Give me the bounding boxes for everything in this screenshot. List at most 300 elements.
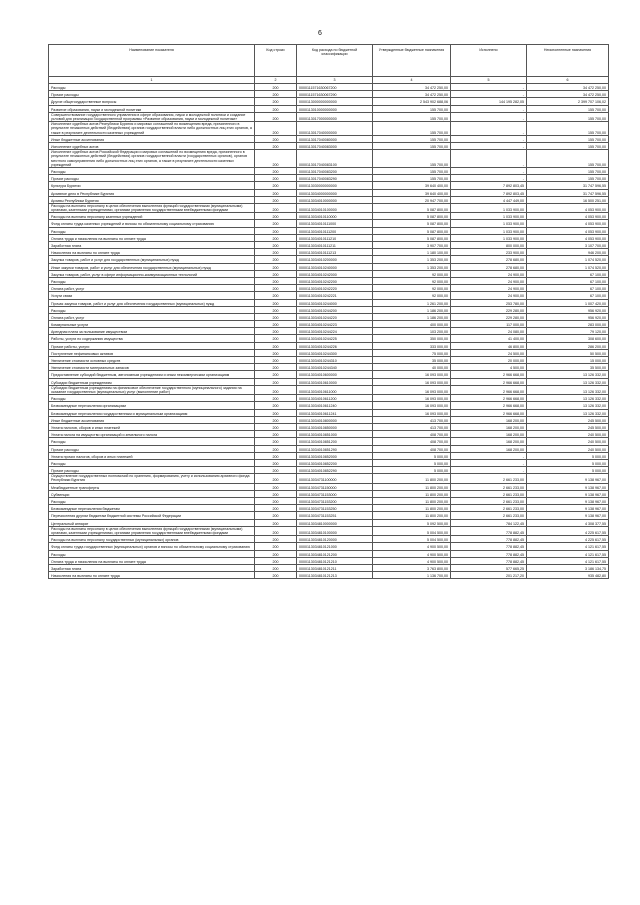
- row-unexecuted: 155 700,00: [527, 135, 609, 142]
- table-row: [49, 378, 609, 385]
- row-expense-code: 0000113034010851290: [297, 445, 373, 452]
- row-executed: 4 500,00: [451, 364, 527, 371]
- row-unexecuted: 155 700,00: [527, 142, 609, 149]
- table-row: [49, 227, 609, 234]
- row-line-code: 200: [255, 536, 297, 543]
- row-indicator-name: Архивное дело в Республике Бурятия: [49, 189, 255, 196]
- row-approved: 155 700,00: [373, 105, 451, 112]
- row-executed: 168 200,00: [451, 445, 527, 452]
- row-indicator-name: Уплата налогов, сборов и иных платежей: [49, 423, 255, 430]
- table-row: [49, 505, 609, 512]
- row-expense-code: 0000113034010111211: [297, 242, 373, 249]
- row-approved: 5 004 500,00: [373, 526, 451, 535]
- row-line-code: 200: [255, 459, 297, 466]
- table-row: [49, 142, 609, 149]
- row-unexecuted: 155 700,00: [527, 175, 609, 182]
- row-expense-code: 0000113034010244226: [297, 342, 373, 349]
- row-expense-code: 0000113034010800000: [297, 416, 373, 423]
- row-expense-code: 0000113034010611000: [297, 385, 373, 394]
- row-expense-code: 0000113034010242200: [297, 277, 373, 284]
- table-row: [49, 175, 609, 182]
- row-unexecuted: 9 138 967,00: [527, 474, 609, 483]
- row-line-code: 200: [255, 321, 297, 328]
- row-executed: -: [451, 175, 527, 182]
- row-line-code: 200: [255, 203, 297, 212]
- row-unexecuted: 13 126 332,00: [527, 371, 609, 378]
- table-row: [49, 364, 609, 371]
- row-expense-code: 0000113034010244000: [297, 299, 373, 306]
- row-line-code: 200: [255, 431, 297, 438]
- row-indicator-name: Увеличение стоимости основных средств: [49, 357, 255, 364]
- row-line-code: 200: [255, 249, 297, 256]
- row-executed: 24 500,00: [451, 349, 527, 356]
- row-approved: 1 186 200,00: [373, 306, 451, 313]
- row-approved: 16 093 000,00: [373, 371, 451, 378]
- row-unexecuted: 155 700,00: [527, 150, 609, 168]
- row-indicator-name: Безвозмездные перечисления бюджетам: [49, 505, 255, 512]
- table-row: [49, 402, 609, 409]
- row-approved: 11 800 200,00: [373, 505, 451, 512]
- row-approved: 16 093 000,00: [373, 409, 451, 416]
- row-expense-code: 0000113034810121213: [297, 572, 373, 579]
- row-expense-code: 0000113034010100000: [297, 203, 373, 212]
- table-row: [49, 459, 609, 466]
- table-row: [49, 256, 609, 263]
- row-line-code: 200: [255, 438, 297, 445]
- row-executed: 24 900,00: [451, 270, 527, 277]
- row-expense-code: 0000111571630067200: [297, 84, 373, 91]
- row-executed: -: [451, 112, 527, 121]
- row-expense-code: 0000113034810121000: [297, 543, 373, 550]
- row-expense-code: 0000113034010850000: [297, 423, 373, 430]
- row-unexecuted: 16 500 251,00: [527, 196, 609, 203]
- row-line-code: 200: [255, 263, 297, 270]
- row-line-code: 200: [255, 285, 297, 292]
- row-executed: 41 400,00: [451, 335, 527, 342]
- row-approved: 103 200,00: [373, 328, 451, 335]
- row-approved: 16 093 000,00: [373, 385, 451, 394]
- table-row: [49, 536, 609, 543]
- row-approved: 39 640 400,00: [373, 182, 451, 189]
- row-executed: -: [451, 142, 527, 149]
- row-approved: 333 000,00: [373, 342, 451, 349]
- row-line-code: 200: [255, 112, 297, 121]
- row-line-code: 200: [255, 150, 297, 168]
- row-approved: 155 700,00: [373, 167, 451, 174]
- row-unexecuted: 935 482,80: [527, 572, 609, 579]
- row-line-code: 200: [255, 227, 297, 234]
- row-executed: 168 200,00: [451, 431, 527, 438]
- row-unexecuted: 4 308 377,55: [527, 519, 609, 526]
- row-indicator-name: Расходы на выплаты персоналу в целях обеспечения выполнения функций государственными (муниципальными) органами, казенными учреждениями, органами управления государственными внебюджетными фондами: [49, 526, 255, 535]
- row-unexecuted: 4 053 900,00: [527, 213, 609, 220]
- row-unexecuted: 5 000,00: [527, 452, 609, 459]
- row-executed: 2 966 668,00: [451, 385, 527, 394]
- row-approved: 1 136 700,00: [373, 572, 451, 579]
- row-unexecuted: 240 500,00: [527, 438, 609, 445]
- row-unexecuted: 245 500,00: [527, 423, 609, 430]
- row-executed: 278 680,00: [451, 256, 527, 263]
- row-expense-code: 0000113034810121211: [297, 564, 373, 571]
- row-expense-code: 0000113017040080000: [297, 135, 373, 142]
- row-expense-code: 0000113034010111210: [297, 234, 373, 241]
- table-row: [49, 234, 609, 241]
- row-expense-code: 0000113034010600000: [297, 371, 373, 378]
- row-approved: 4 900 500,00: [373, 550, 451, 557]
- row-indicator-name: Расходы: [49, 84, 255, 91]
- row-indicator-name: Расходы: [49, 395, 255, 402]
- column-number: 5: [451, 77, 527, 84]
- table-row: [49, 135, 609, 142]
- row-indicator-name: Совершенствование государственного управления в сфере образования, науки и молодежной политики и создание условий для реализации Государственной программы «Развитие образования, науки и молодежной политики»: [49, 112, 255, 121]
- row-line-code: 200: [255, 349, 297, 356]
- row-line-code: 200: [255, 385, 297, 394]
- row-line-code: 200: [255, 357, 297, 364]
- row-expense-code: 0000113034010111000: [297, 220, 373, 227]
- row-expense-code: 0000113034010110000: [297, 213, 373, 220]
- header-unexecuted: Неисполненные назначения: [527, 45, 609, 77]
- row-indicator-name: Архивы Республики Бурятия: [49, 196, 255, 203]
- row-indicator-name: Расходы: [49, 438, 255, 445]
- row-approved: 408 700,00: [373, 431, 451, 438]
- header-expense-code: Код расхода по бюджетной классификации: [297, 45, 373, 77]
- row-indicator-name: Расходы: [49, 306, 255, 313]
- table-row: [49, 543, 609, 550]
- row-unexecuted: 2 399 707 106,02: [527, 98, 609, 105]
- row-line-code: 200: [255, 416, 297, 423]
- row-executed: 1 033 900,00: [451, 213, 527, 220]
- row-line-code: 200: [255, 182, 297, 189]
- row-approved: 11 800 200,00: [373, 498, 451, 505]
- row-indicator-name: Закупка товаров, работ, услуг в сфере информационно-коммуникационных технологий: [49, 270, 255, 277]
- row-approved: 34 472 250,00: [373, 91, 451, 98]
- row-expense-code: 0000113034010242221: [297, 292, 373, 299]
- table-row: [49, 196, 609, 203]
- row-line-code: 200: [255, 467, 297, 474]
- row-executed: 1 033 900,00: [451, 220, 527, 227]
- row-executed: 1 033 900,00: [451, 203, 527, 212]
- row-executed: 2 661 233,00: [451, 498, 527, 505]
- table-row: [49, 490, 609, 497]
- column-number-row: [49, 77, 609, 84]
- table-row: [49, 292, 609, 299]
- row-executed: 1 033 900,00: [451, 234, 527, 241]
- row-expense-code: 0000113034000000000: [297, 189, 373, 196]
- row-line-code: 200: [255, 512, 297, 519]
- table-row: [49, 313, 609, 320]
- row-unexecuted: 245 500,00: [527, 416, 609, 423]
- row-unexecuted: 946 200,00: [527, 249, 609, 256]
- row-executed: 2 966 668,00: [451, 395, 527, 402]
- row-executed: 168 200,00: [451, 416, 527, 423]
- row-expense-code: 0000113034010611200: [297, 395, 373, 402]
- row-approved: 11 800 200,00: [373, 474, 451, 483]
- table-row: [49, 409, 609, 416]
- row-indicator-name: Расходы: [49, 167, 255, 174]
- row-executed: 278 680,00: [451, 263, 527, 270]
- row-expense-code: 0000113017040083100: [297, 150, 373, 168]
- table-row: [49, 189, 609, 196]
- row-approved: 5 087 800,00: [373, 213, 451, 220]
- row-approved: 155 700,00: [373, 175, 451, 182]
- row-executed: -: [451, 150, 527, 168]
- row-unexecuted: 1 074 520,00: [527, 256, 609, 263]
- table-row: [49, 445, 609, 452]
- row-line-code: 200: [255, 483, 297, 490]
- row-approved: 350 000,00: [373, 335, 451, 342]
- table-row: [49, 84, 609, 91]
- row-approved: 413 700,00: [373, 416, 451, 423]
- row-unexecuted: 4 053 900,00: [527, 203, 609, 212]
- row-executed: 229 280,00: [451, 313, 527, 320]
- row-unexecuted: 13 126 332,00: [527, 385, 609, 394]
- table-header-row: [49, 45, 609, 77]
- row-indicator-name: Начисления на выплаты по оплате труда: [49, 572, 255, 579]
- row-unexecuted: 308 600,00: [527, 335, 609, 342]
- row-approved: 34 472 250,00: [373, 84, 451, 91]
- column-number: 1: [49, 77, 255, 84]
- row-indicator-name: Фонд оплаты труда казенных учреждений и взносы по обязательному социальному страхованию: [49, 220, 255, 227]
- table-row: [49, 321, 609, 328]
- row-unexecuted: 31 747 596,55: [527, 189, 609, 196]
- row-executed: 2 661 233,00: [451, 512, 527, 519]
- row-approved: 5 087 800,00: [373, 227, 451, 234]
- row-approved: 92 000,00: [373, 285, 451, 292]
- row-indicator-name: Иные закупки товаров, работ и услуг для обеспечения государственных (муниципальных) нужд: [49, 263, 255, 270]
- row-expense-code: 0000113034731150000: [297, 483, 373, 490]
- table-row: [49, 182, 609, 189]
- row-unexecuted: 79 120,00: [527, 328, 609, 335]
- budget-execution-table: [48, 44, 609, 579]
- row-expense-code: 0000113017040000000: [297, 122, 373, 136]
- row-executed: 778 882,45: [451, 536, 527, 543]
- row-line-code: 200: [255, 292, 297, 299]
- table-row: [49, 203, 609, 212]
- row-line-code: 200: [255, 378, 297, 385]
- row-executed: 778 882,45: [451, 557, 527, 564]
- row-executed: -: [451, 135, 527, 142]
- table-row: [49, 263, 609, 270]
- table-row: [49, 342, 609, 349]
- row-line-code: 200: [255, 342, 297, 349]
- row-indicator-name: Межбюджетные трансферты: [49, 483, 255, 490]
- row-line-code: 200: [255, 572, 297, 579]
- table-row: [49, 105, 609, 112]
- row-indicator-name: Иные бюджетные ассигнования: [49, 416, 255, 423]
- row-unexecuted: 13 126 332,00: [527, 409, 609, 416]
- row-executed: 2 661 233,00: [451, 483, 527, 490]
- row-line-code: 200: [255, 557, 297, 564]
- row-expense-code: 0000113034731100000: [297, 474, 373, 483]
- row-indicator-name: Расходы: [49, 227, 255, 234]
- row-line-code: 200: [255, 452, 297, 459]
- row-indicator-name: Заработная плата: [49, 242, 255, 249]
- row-expense-code: 0000113034010610000: [297, 378, 373, 385]
- row-unexecuted: 13 126 332,00: [527, 378, 609, 385]
- row-expense-code: 0000113017040083200: [297, 167, 373, 174]
- row-unexecuted: 67 100,00: [527, 292, 609, 299]
- row-line-code: 200: [255, 167, 297, 174]
- table-row: [49, 349, 609, 356]
- row-line-code: 200: [255, 242, 297, 249]
- row-unexecuted: 155 700,00: [527, 122, 609, 136]
- row-indicator-name: Арендная плата за пользование имуществом: [49, 328, 255, 335]
- table-row: [49, 557, 609, 564]
- table-row: [49, 416, 609, 423]
- row-expense-code: 0000113034010851200: [297, 438, 373, 445]
- row-indicator-name: Прочие расходы: [49, 175, 255, 182]
- table-row: [49, 167, 609, 174]
- row-expense-code: 0000113017040083290: [297, 175, 373, 182]
- row-indicator-name: Прочие расходы: [49, 467, 255, 474]
- row-approved: 5 000,00: [373, 459, 451, 466]
- row-line-code: 200: [255, 328, 297, 335]
- row-unexecuted: 956 920,00: [527, 306, 609, 313]
- row-executed: 778 882,45: [451, 543, 527, 550]
- row-indicator-name: Исполнение судебных актов Республики Бурятия и мировых соглашений по возмещению вреда, причиненного в результате незаконных действий (бездействия) органов государственной власти либо должностных лиц этих органов, а также в результате деятельности казенных учреждений: [49, 122, 255, 136]
- table-row: [49, 512, 609, 519]
- row-expense-code: 0000113034810121210: [297, 557, 373, 564]
- row-approved: 408 700,00: [373, 445, 451, 452]
- row-approved: 155 700,00: [373, 135, 451, 142]
- row-approved: 11 800 200,00: [373, 490, 451, 497]
- row-approved: 1 180 100,00: [373, 249, 451, 256]
- row-unexecuted: 956 920,00: [527, 313, 609, 320]
- row-indicator-name: Субсидии бюджетным учреждениям на финансовое обеспечение государственного (муниципального) задания на оказание государственных (муниципальных) услуг (выполнение работ): [49, 385, 255, 394]
- table-row: [49, 474, 609, 483]
- row-indicator-name: Прочие работы, услуги: [49, 342, 255, 349]
- row-unexecuted: 155 700,00: [527, 167, 609, 174]
- table-row: [49, 213, 609, 220]
- row-line-code: 200: [255, 371, 297, 378]
- row-executed: 2 661 233,00: [451, 490, 527, 497]
- row-unexecuted: 13 126 332,00: [527, 395, 609, 402]
- row-indicator-name: Субвенции: [49, 490, 255, 497]
- row-indicator-name: Начисления на выплаты по оплате труда: [49, 249, 255, 256]
- row-unexecuted: 4 121 617,55: [527, 557, 609, 564]
- row-executed: 24 900,00: [451, 285, 527, 292]
- table-row: [49, 572, 609, 579]
- row-indicator-name: Перечисления другим бюджетам бюджетной системы Российской Федерации: [49, 512, 255, 519]
- row-approved: 16 093 000,00: [373, 395, 451, 402]
- row-executed: -: [451, 84, 527, 91]
- table-row: [49, 270, 609, 277]
- row-executed: -: [451, 452, 527, 459]
- row-expense-code: 0000113017000000000: [297, 112, 373, 121]
- row-unexecuted: 67 100,00: [527, 285, 609, 292]
- row-line-code: 200: [255, 409, 297, 416]
- table-row: [49, 395, 609, 402]
- table-body: [49, 84, 609, 579]
- row-unexecuted: 4 053 900,00: [527, 220, 609, 227]
- row-approved: 155 700,00: [373, 122, 451, 136]
- table-row: [49, 467, 609, 474]
- row-unexecuted: 240 500,00: [527, 431, 609, 438]
- table-row: [49, 242, 609, 249]
- row-approved: 5 000,00: [373, 452, 451, 459]
- row-approved: 1 261 200,00: [373, 299, 451, 306]
- row-approved: 400 000,00: [373, 321, 451, 328]
- row-unexecuted: 9 138 967,00: [527, 505, 609, 512]
- row-expense-code: 0000113034810100000: [297, 526, 373, 535]
- table-row: [49, 220, 609, 227]
- row-unexecuted: 3 186 134,75: [527, 564, 609, 571]
- table-row: [49, 98, 609, 105]
- row-unexecuted: 9 138 967,00: [527, 490, 609, 497]
- column-number: 3: [297, 77, 373, 84]
- row-executed: 2 966 668,00: [451, 371, 527, 378]
- row-approved: 35 000,00: [373, 357, 451, 364]
- row-indicator-name: Расходы: [49, 550, 255, 557]
- row-expense-code: 0000113034010244223: [297, 321, 373, 328]
- row-expense-code: 0000113034010244225: [297, 335, 373, 342]
- row-approved: 3 763 800,00: [373, 564, 451, 571]
- row-line-code: 200: [255, 91, 297, 98]
- row-indicator-name: Центральный аппарат: [49, 519, 255, 526]
- row-approved: 5 000,00: [373, 467, 451, 474]
- row-executed: 229 280,00: [451, 306, 527, 313]
- row-approved: 16 093 000,00: [373, 402, 451, 409]
- row-line-code: 200: [255, 98, 297, 105]
- row-line-code: 200: [255, 519, 297, 526]
- row-unexecuted: 50 500,00: [527, 349, 609, 356]
- row-approved: 413 700,00: [373, 423, 451, 430]
- row-unexecuted: 34 472 250,00: [527, 91, 609, 98]
- row-expense-code: 0000113034010611241: [297, 409, 373, 416]
- row-approved: 16 093 000,00: [373, 378, 451, 385]
- row-unexecuted: 155 700,00: [527, 105, 609, 112]
- row-indicator-name: Расходы: [49, 498, 255, 505]
- row-expense-code: 0000113034010611240: [297, 402, 373, 409]
- row-approved: 2 543 902 688,06: [373, 98, 451, 105]
- row-unexecuted: 4 121 617,55: [527, 543, 609, 550]
- row-line-code: 200: [255, 498, 297, 505]
- row-executed: 168 200,00: [451, 438, 527, 445]
- row-line-code: 200: [255, 445, 297, 452]
- row-approved: 39 640 400,00: [373, 189, 451, 196]
- row-executed: 24 900,00: [451, 292, 527, 299]
- row-approved: 4 900 500,00: [373, 557, 451, 564]
- row-executed: 168 200,00: [451, 423, 527, 430]
- row-line-code: 200: [255, 543, 297, 550]
- row-expense-code: 0000113034810000000: [297, 519, 373, 526]
- row-line-code: 200: [255, 505, 297, 512]
- row-indicator-name: Увеличение стоимости материальных запасов: [49, 364, 255, 371]
- row-approved: 11 800 200,00: [373, 483, 451, 490]
- row-line-code: 200: [255, 213, 297, 220]
- row-unexecuted: 13 126 332,00: [527, 402, 609, 409]
- row-approved: 1 186 200,00: [373, 313, 451, 320]
- table-row: [49, 564, 609, 571]
- row-indicator-name: Другие общегосударственные вопросы: [49, 98, 255, 105]
- row-indicator-name: Прочие расходы: [49, 445, 255, 452]
- row-expense-code: 0000113034010852000: [297, 452, 373, 459]
- row-approved: 92 000,00: [373, 292, 451, 299]
- row-expense-code: 0000113034010244300: [297, 349, 373, 356]
- row-expense-code: 0000113034010851000: [297, 431, 373, 438]
- row-approved: 1 353 200,00: [373, 256, 451, 263]
- row-line-code: 200: [255, 402, 297, 409]
- row-expense-code: 0000113034010244224: [297, 328, 373, 335]
- table-row: [49, 431, 609, 438]
- row-executed: 577 665,25: [451, 564, 527, 571]
- row-unexecuted: 4 053 900,00: [527, 227, 609, 234]
- row-line-code: 200: [255, 526, 297, 535]
- row-approved: 40 000,00: [373, 364, 451, 371]
- row-executed: 800 000,00: [451, 242, 527, 249]
- row-approved: 3 907 700,00: [373, 242, 451, 249]
- row-executed: 20 000,00: [451, 357, 527, 364]
